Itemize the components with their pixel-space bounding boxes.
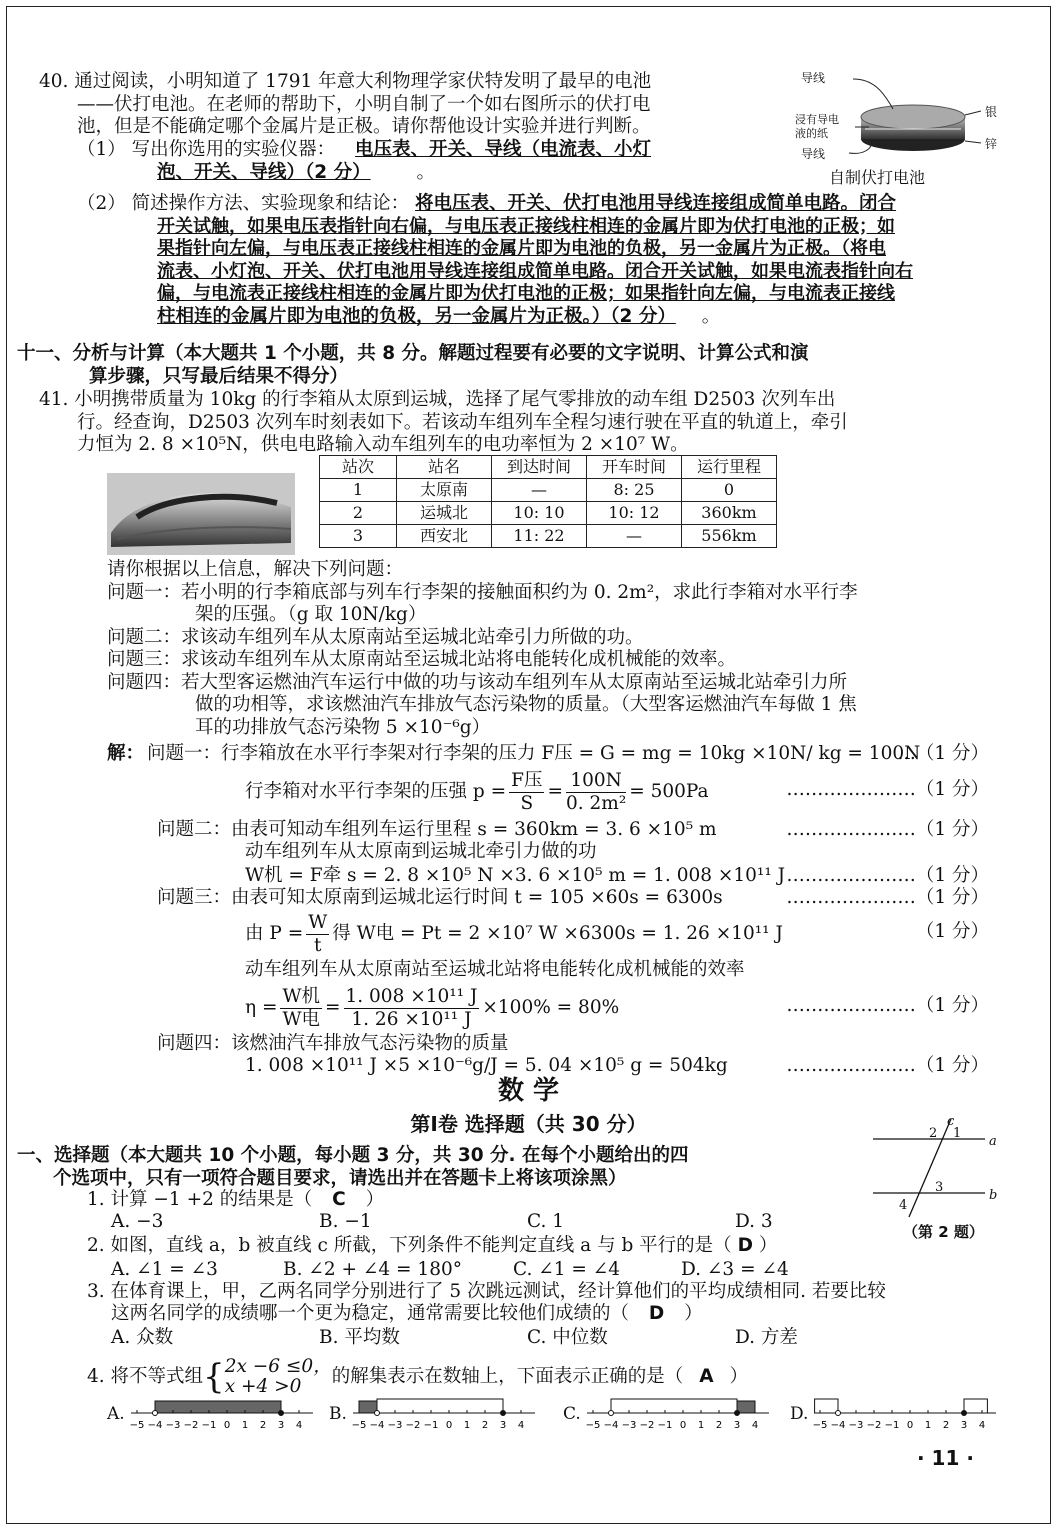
math-q3-option-d: D. 方差 xyxy=(735,1327,798,1348)
q40-line2: ——伏打电池。在老师的帮助下，小明自制了一个如右图所示的伏打电 xyxy=(77,93,651,115)
high-speed-train-icon xyxy=(107,473,295,555)
sol3-line4-points: …………………（1 分） xyxy=(786,995,989,1016)
sol3-efficiency-result: ×100% = 80% xyxy=(482,996,620,1018)
math-q3-line1: 3. 在体育课上，甲，乙两名同学分别进行了 5 次跳远测试，经计算他们的平均成绩相同. 若要比较 xyxy=(87,1281,886,1302)
th-mileage: 运行里程 xyxy=(682,456,777,479)
exam-page xyxy=(6,6,1051,1524)
fig2-label-c: c xyxy=(947,1114,955,1129)
math-q2-option-c: C. ∠1 = ∠4 xyxy=(513,1259,621,1280)
cell: 1 xyxy=(320,479,397,502)
tick-label: 2 xyxy=(481,1420,489,1431)
frac-den: 1. 26 ×10¹¹ J xyxy=(351,1008,472,1030)
fraction-f-over-s xyxy=(509,770,544,815)
tick-label: 4 xyxy=(978,1420,986,1431)
number-line-option-b xyxy=(329,1383,539,1443)
fraction-wmech-over-welec xyxy=(280,986,322,1031)
tick-label: 3 xyxy=(960,1420,968,1431)
tick-label: −5 xyxy=(812,1420,828,1431)
sol2-line2: 动车组列车从太原南到运城北牵引力做的功 xyxy=(245,841,597,862)
math-q1-end: ） xyxy=(365,1189,385,1210)
tick-label: 1 xyxy=(241,1420,249,1431)
sol3-power-label: 由 P = xyxy=(245,922,304,944)
fig2-label-b: b xyxy=(989,1188,998,1203)
tick-label: 0 xyxy=(445,1420,453,1431)
question-41 xyxy=(39,389,1050,457)
section-11-line1: 十一、分析与计算（本大题共 1 个小题，共 8 分。解题过程要有必要的文字说明、计算公式和演 xyxy=(17,343,809,364)
q40-part2-end: 。 xyxy=(701,305,721,327)
tick-label: 0 xyxy=(906,1420,914,1431)
q41-subquestions xyxy=(107,559,1050,739)
endpoint-dot xyxy=(375,1411,380,1416)
number-line xyxy=(127,1383,317,1443)
cell: 运城北 xyxy=(397,502,492,525)
frac-num: F压 xyxy=(511,769,543,791)
number-line-label: A. xyxy=(107,1404,125,1424)
number-line-options xyxy=(7,1383,1051,1443)
cell: 8: 25 xyxy=(587,479,682,502)
th-stop-no: 站次 xyxy=(320,456,397,479)
number-line xyxy=(583,1383,773,1443)
tick-label: 4 xyxy=(295,1420,303,1431)
number-line-option-c xyxy=(563,1383,773,1443)
math-q4-stem-post: 的解集表示在数轴上，下面表示正确的是（ xyxy=(331,1365,684,1387)
solution-shading xyxy=(359,1401,377,1413)
endpoint-dot xyxy=(279,1411,284,1416)
tick-label: 2 xyxy=(715,1420,723,1431)
tick-label: −4 xyxy=(830,1420,846,1431)
q40-line1: 40. 通过阅读，小明知道了 1791 年意大利物理学家伏特发明了最早的电池 xyxy=(39,71,652,92)
cell: 360km xyxy=(682,502,777,525)
tick-label: 3 xyxy=(733,1420,741,1431)
question-40 xyxy=(39,71,760,139)
table-row xyxy=(320,479,777,502)
math-q3-option-c: C. 中位数 xyxy=(527,1327,608,1348)
sol2-line1-points: …………………（1 分） xyxy=(786,819,989,840)
math-q3-end: ） xyxy=(684,1303,703,1324)
math-q2-option-b: B. ∠2 + ∠4 = 180° xyxy=(283,1259,462,1280)
sol3-line1: 问题三：由表可知太原南到运城北运行时间 t = 105 ×60s = 6300s xyxy=(157,887,723,908)
number-line-option-a xyxy=(107,1383,317,1443)
fig2-caption: （第 2 题） xyxy=(903,1223,984,1241)
cell: 0 xyxy=(682,479,777,502)
section-11-line2: 算步骤，只写最后结果不得分） xyxy=(89,365,349,387)
solution-shading xyxy=(737,1401,755,1413)
sol3-line4: η = $\frac{\text{W机}}{\text{W电}}$ = $\frac{\text{1. 008 ×10¹¹ J}}{\text{1. 26 ×10¹¹ J}}$ ×100% = 80% xyxy=(245,985,620,1030)
cell: 西安北 xyxy=(397,525,492,548)
tick-label: −3 xyxy=(621,1420,637,1431)
q41-line2: 行。经查询，D2503 次列车时刻表如下。若该动车组列车全程匀速行驶在平直的轨道上，牵引 xyxy=(77,411,848,433)
fig2-angle-1: 1 xyxy=(953,1126,962,1141)
number-line-label: D. xyxy=(790,1404,809,1424)
endpoint-dot xyxy=(962,1411,967,1416)
solution-label: 解： xyxy=(107,743,145,764)
math-q1 xyxy=(87,1189,384,1212)
q40-part1-label: （1） 写出你选用的实验仪器： xyxy=(77,139,336,160)
math-q3-answer: D xyxy=(648,1303,665,1324)
q41-solution xyxy=(107,743,1007,1083)
frac-den: t xyxy=(314,934,322,956)
train-image xyxy=(107,473,295,555)
endpoint-dot xyxy=(501,1411,506,1416)
solution-shading xyxy=(155,1401,281,1413)
fig2-angle-3: 3 xyxy=(935,1180,944,1195)
q41-problem4c: 耳的功排放气态污染物 5 ×10⁻⁶g） xyxy=(195,716,491,738)
frac-num: 100N xyxy=(566,770,626,793)
solution-bracket xyxy=(611,1399,737,1413)
frac-num: W xyxy=(308,911,328,933)
sol3-line1-points: …………………（1 分） xyxy=(786,887,989,908)
fig2-angle-4: 4 xyxy=(899,1198,908,1213)
math-q2-answer: D xyxy=(737,1235,753,1256)
cell: 10: 12 xyxy=(587,502,682,525)
math-subtitle: 第Ⅰ卷 选择题（共 30 分） xyxy=(410,1112,647,1136)
math-q4-stem: 4. 将不等式组 xyxy=(87,1365,204,1387)
timetable xyxy=(319,455,777,548)
fig-label-zinc: 锌 xyxy=(985,137,998,151)
tick-label: −2 xyxy=(639,1420,655,1431)
q40-line3: 池，但是不能确定哪个金属片是正极。请你帮他设计实验并进行判断。 xyxy=(77,116,651,137)
sol2-line3: W机 = F牵 s = 2. 8 ×10⁵ N ×3. 6 ×10⁵ m = 1. 008 ×10¹¹ J xyxy=(245,865,786,886)
math-q4-end: ） xyxy=(729,1365,749,1387)
math-q2-stem: 2. 如图，直线 a，b 被直线 c 所截，下列条件不能判定直线 a 与 b 平行的是（ xyxy=(87,1235,732,1256)
fig2-label-a: a xyxy=(989,1134,997,1149)
frac-den: S xyxy=(520,792,534,814)
sol4-line1: 问题四：该燃油汽车排放气态污染物的质量 xyxy=(157,1033,509,1054)
cell: 11: 22 xyxy=(492,525,587,548)
sol3-line3: 动车组列车从太原南站至运城北站将电能转化成机械能的效率 xyxy=(245,959,745,980)
number-line-label: C. xyxy=(563,1404,581,1424)
sol3-efficiency-label: η = xyxy=(245,996,278,1018)
solution-bracket xyxy=(964,1399,987,1413)
cell: 太原南 xyxy=(397,479,492,502)
math-title: 数 学 xyxy=(497,1076,560,1106)
sol1-line1-points: …（1 分） xyxy=(897,743,989,764)
tick-label: −3 xyxy=(387,1420,403,1431)
tick-label: 4 xyxy=(517,1420,525,1431)
frac-den: W电 xyxy=(282,1008,320,1030)
tick-label: −1 xyxy=(423,1420,439,1431)
tick-label: −2 xyxy=(866,1420,882,1431)
math-q2 xyxy=(87,1235,777,1258)
tick-label: 1 xyxy=(924,1420,932,1431)
sol4-line2-points: …………………（1 分） xyxy=(786,1055,989,1076)
q41-intro: 请你根据以上信息，解决下列问题： xyxy=(107,559,404,580)
endpoint-dot xyxy=(735,1411,740,1416)
solution-bracket xyxy=(815,1399,838,1413)
tick-label: 0 xyxy=(679,1420,687,1431)
math-q2-option-d: D. ∠3 = ∠4 xyxy=(681,1259,789,1280)
q40-part2-answer0: 将电压表、开关、伏打电池用导线连接组成简单电路。闭合 xyxy=(415,193,897,214)
q41-problem2: 问题二：求该动车组列车从太原南站至运城北站牵引力所做的功。 xyxy=(107,626,644,648)
sol2-line1: 问题二：由表可知动车组列车运行里程 s = 360km = 3. 6 ×10⁵ m xyxy=(157,819,717,840)
number-line xyxy=(349,1383,539,1443)
number-line-label: B. xyxy=(329,1404,347,1424)
q40-part2-answer5: 柱相连的金属片即为电池的负极，另一金属片为正极。）（2 分） xyxy=(157,305,676,327)
q40-part2-answer4: 偏，与电流表正接线柱相连的金属片即为伏打电池的正极；如果指针向左偏，与电流表正接线 xyxy=(157,283,895,304)
math-q3-line2 xyxy=(111,1303,703,1326)
timetable-table xyxy=(319,455,777,548)
frac-num: 1. 008 ×10¹¹ J xyxy=(345,985,478,1007)
sol3-line2-points: （1 分） xyxy=(915,921,989,942)
math-section-1-line1: 一、选择题（本大题共 10 个小题，每小题 3 分，共 30 分. 在每个小题给出的四 xyxy=(17,1145,689,1166)
tick-label: −5 xyxy=(351,1420,367,1431)
number-line xyxy=(810,1383,1000,1443)
tick-label: −1 xyxy=(657,1420,673,1431)
math-q3-option-b: B. 平均数 xyxy=(319,1327,400,1348)
math-q4-answer: A xyxy=(699,1365,714,1387)
tick-label: −5 xyxy=(129,1420,145,1431)
tick-label: −5 xyxy=(585,1420,601,1431)
cell: 10: 10 xyxy=(492,502,587,525)
sol4-line2: 1. 008 ×10¹¹ J ×5 ×10⁻⁶g/J = 5. 04 ×10⁵ g = 504kg xyxy=(245,1055,728,1076)
sol1-line1: 问题一：行李箱放在水平行李架对行李架的压力 F压 = G = mg = 10kg ×10N/ kg = 100N xyxy=(147,743,921,764)
math-q1-stem: 1. 计算 −1 +2 的结果是（ xyxy=(87,1189,313,1210)
math-q1-option-c: C. 1 xyxy=(527,1211,565,1232)
math-q1-option-a: A. −3 xyxy=(111,1211,164,1232)
fig-label-paper1: 浸有导电 xyxy=(795,113,839,126)
sol3-line2 xyxy=(245,909,783,959)
fraction-100n-over-area xyxy=(566,770,626,815)
q40-part2-answer1: 开关试触，如果电压表指针向右偏，与电压表正接线柱相连的金属片即为伏打电池的正极；如 xyxy=(157,215,895,237)
section-11-heading xyxy=(17,343,1050,388)
th-station: 站名 xyxy=(397,456,492,479)
sol1-result: = 500Pa xyxy=(629,780,709,802)
page-number: · 11 · xyxy=(917,1446,974,1470)
q41-problem1b: 架的压强。（g 取 10N/kg） xyxy=(195,604,427,625)
q40-part2 xyxy=(39,193,1050,328)
q41-problem4b: 做的功相等，求该燃油汽车排放气态污染物的质量。（大型客运燃油汽车每做 1 焦 xyxy=(195,694,857,715)
tick-label: −2 xyxy=(183,1420,199,1431)
sol1-pressure-label: 行李箱对水平行李架的压强 p = xyxy=(245,780,507,802)
tick-label: −1 xyxy=(884,1420,900,1431)
math-q2-option-a: A. ∠1 = ∠3 xyxy=(111,1259,218,1280)
fraction-w-over-t xyxy=(306,912,329,957)
math-q1-option-b: B. −1 xyxy=(319,1211,372,1232)
q40-part2-answer3: 流表、小灯泡、开关、伏打电池用导线连接组成简单电路。闭合开关试触，如果电流表指针向右 xyxy=(157,260,913,282)
table-row xyxy=(320,502,777,525)
tick-label: 3 xyxy=(499,1420,507,1431)
tick-label: 0 xyxy=(223,1420,231,1431)
tick-label: 1 xyxy=(463,1420,471,1431)
tick-label: −2 xyxy=(405,1420,421,1431)
tick-label: 4 xyxy=(751,1420,759,1431)
cell: 2 xyxy=(320,502,397,525)
fig-label-paper2: 液的纸 xyxy=(795,127,828,140)
tick-label: −4 xyxy=(603,1420,619,1431)
q40-part2-label: （2） 简述操作方法、实验现象和结论： xyxy=(77,193,410,214)
endpoint-dot xyxy=(153,1411,158,1416)
cell: 556km xyxy=(682,525,777,548)
tick-label: 2 xyxy=(942,1420,950,1431)
sol1-line2: 行李箱对水平行李架的压强 p = $\frac{\text{F压}}{S}$ = $\frac{100N}{\text{0. 2m²}}$ = 500Pa xyxy=(245,769,709,814)
q40-part1-answer1: 电压表、开关、导线（电流表、小灯 xyxy=(355,139,652,160)
fig-label-wire-bottom: 导线 xyxy=(801,147,826,161)
math-section-1-heading xyxy=(17,1145,1050,1190)
q40-part2-answer2: 果指针向左偏，与电压表正接线柱相连的金属片即为电池的负极，另一金属片为正极。（将电 xyxy=(157,238,886,259)
math-q1-option-d: D. 3 xyxy=(735,1211,773,1232)
sol3-energy: 得 W电 = Pt = 2 ×10⁷ W ×6300s = 1. 26 ×10¹¹ J xyxy=(332,922,783,944)
tick-label: 2 xyxy=(259,1420,267,1431)
q41-problem4a: 问题四：若大型客运燃油汽车运行中做的功与该动车组列车从太原南站至运城北站牵引力所 xyxy=(107,671,848,693)
math-section-1-line2: 个选项中，只有一项符合题目要求，请选出并在答题卡上将该项涂黑） xyxy=(53,1167,627,1189)
math-q1-answer: C xyxy=(332,1189,346,1210)
tick-label: −3 xyxy=(848,1420,864,1431)
sol1-line2-points: …………………（1 分） xyxy=(786,779,989,800)
inequality-1: 2x −6 ≤0， xyxy=(224,1356,332,1377)
endpoint-dot xyxy=(836,1411,841,1416)
th-arrive: 到达时间 xyxy=(492,456,587,479)
q41-problem1a: 问题一：若小明的行李箱底部与列车行李架的接触面积约为 0. 2m²，求此行李箱对水平行李 xyxy=(107,581,858,603)
q41-line3: 力恒为 2. 8 ×10⁵N，供电电路输入动车组列车的电功率恒为 2 ×10⁷ W。 xyxy=(77,434,689,455)
endpoint-dot xyxy=(609,1411,614,1416)
timetable-header-row xyxy=(320,456,777,479)
tick-label: −1 xyxy=(201,1420,217,1431)
frac-den: 0. 2m² xyxy=(565,792,627,814)
tick-label: −4 xyxy=(147,1420,163,1431)
cell: 3 xyxy=(320,525,397,548)
q41-line1: 41. 小明携带质量为 10kg 的行李箱从太原到运城，选择了尾气零排放的动车组 D2503 次列车出 xyxy=(39,389,836,410)
solution-bracket xyxy=(377,1399,503,1413)
th-depart: 开车时间 xyxy=(587,456,682,479)
math-q3-stem: 这两名同学的成绩哪一个更为稳定，通常需要比较他们成绩的（ xyxy=(111,1303,630,1324)
q41-problem3: 问题三：求该动车组列车从太原南站至运城北站将电能转化成机械能的效率。 xyxy=(107,649,737,670)
math-q3-option-a: A. 众数 xyxy=(111,1327,174,1348)
q40-part1-end: 。 xyxy=(416,161,435,183)
frac-num: W机 xyxy=(282,985,320,1007)
table-row xyxy=(320,525,777,548)
fig-caption-voltaic: 自制伏打电池 xyxy=(829,168,926,187)
fraction-energy-values xyxy=(344,986,480,1031)
cell: — xyxy=(587,525,682,548)
tick-label: 1 xyxy=(697,1420,705,1431)
fig2-angle-2: 2 xyxy=(929,1126,938,1141)
q40-part1-answer2: 泡、开关、导线）（2 分） xyxy=(157,161,371,183)
fig-label-wire-top: 导线 xyxy=(801,71,826,85)
sol2-line3-points: …………………（1 分） xyxy=(786,865,989,886)
tick-label: −4 xyxy=(369,1420,385,1431)
tick-label: −3 xyxy=(165,1420,181,1431)
cell: — xyxy=(492,479,587,502)
tick-label: 3 xyxy=(277,1420,285,1431)
fig-label-silver: 银 xyxy=(985,105,998,119)
math-q2-end: ） xyxy=(758,1235,778,1256)
inequality-2: x +4 >0 xyxy=(224,1376,302,1397)
brace-icon: { xyxy=(203,1357,225,1397)
number-line-option-d xyxy=(790,1383,1000,1443)
